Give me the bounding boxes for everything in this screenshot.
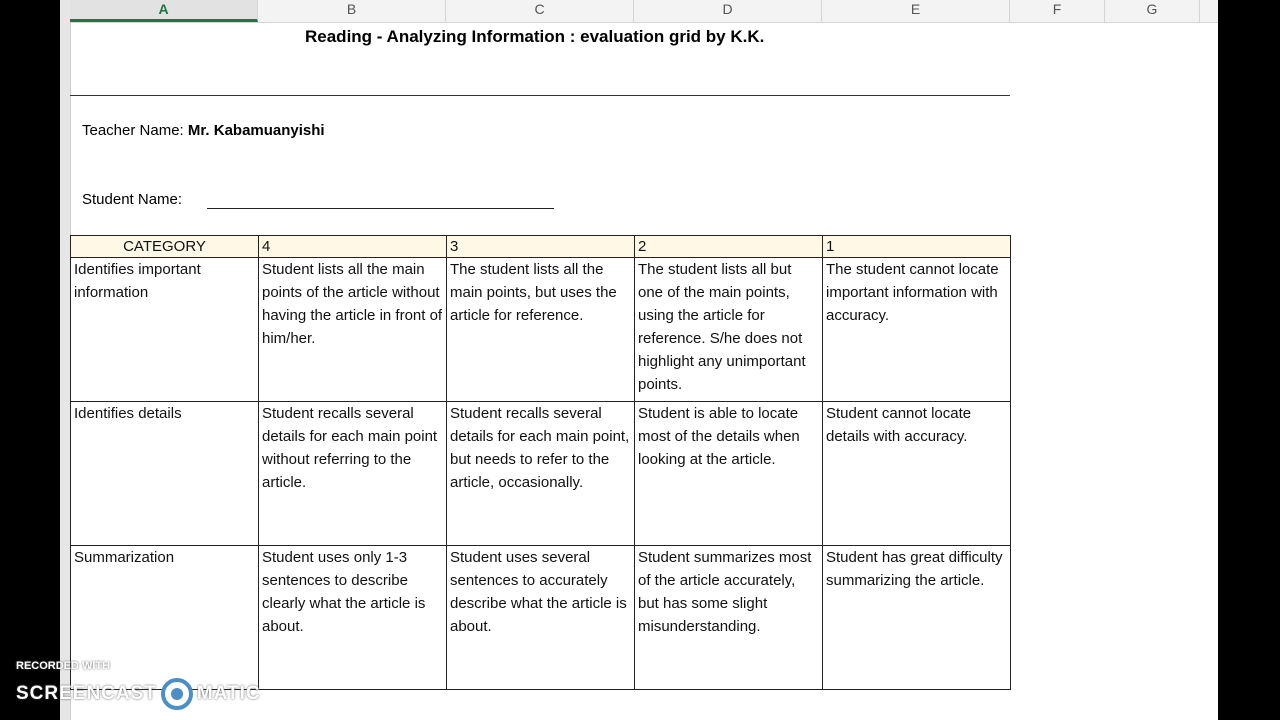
column-headers xyxy=(70,0,1218,23)
header-cell[interactable]: CATEGORY xyxy=(71,236,259,258)
table-cell[interactable]: The student lists all but one of the main points, using the article for reference. S/he does not highlight any unimportant points. xyxy=(635,258,823,402)
table-cell[interactable]: Student cannot locate details with accuracy. xyxy=(823,402,1011,546)
column-header-a[interactable]: A xyxy=(70,0,258,22)
column-header-d[interactable]: D xyxy=(634,0,822,22)
column-header-g[interactable]: G xyxy=(1105,0,1200,22)
category-cell[interactable]: Identifies important information xyxy=(71,258,259,402)
watermark-caption: RECORDED WITH xyxy=(16,660,111,672)
divider xyxy=(70,95,1010,96)
column-header-e[interactable]: E xyxy=(822,0,1010,22)
table-cell[interactable]: Student is able to locate most of the details when looking at the article. xyxy=(635,402,823,546)
table-cell[interactable]: Student recalls several details for each main point without referring to the article. xyxy=(259,402,447,546)
student-name-line xyxy=(207,208,554,209)
target-logo-icon xyxy=(161,678,193,710)
sheet-title[interactable]: Reading - Analyzing Information : evaluation grid by K.K. xyxy=(305,27,765,46)
watermark-left: SCREENCAST xyxy=(16,683,157,704)
header-cell[interactable]: 3 xyxy=(447,236,635,258)
table-cell[interactable]: Student recalls several details for each main point, but needs to refer to the article, occasionally. xyxy=(447,402,635,546)
table-cell[interactable]: The student cannot locate important information with accuracy. xyxy=(823,258,1011,402)
column-header-f[interactable]: F xyxy=(1010,0,1105,22)
table-cell[interactable]: Student uses only 1-3 sentences to describe clearly what the article is about. xyxy=(259,546,447,690)
column-header-b[interactable]: B xyxy=(258,0,446,22)
header-cell[interactable]: 4 xyxy=(259,236,447,258)
watermark-right: MATIC xyxy=(196,683,261,704)
rubric-table xyxy=(70,235,1011,690)
header-cell[interactable]: 1 xyxy=(823,236,1011,258)
table-cell[interactable]: Student lists all the main points of the article without having the article in front of him/her. xyxy=(259,258,447,402)
spreadsheet xyxy=(60,0,1218,720)
category-cell[interactable]: Summarization xyxy=(71,546,259,690)
table-row xyxy=(71,258,1011,402)
table-cell[interactable]: The student lists all the main points, but uses the article for reference. xyxy=(447,258,635,402)
column-header-c[interactable]: C xyxy=(446,0,634,22)
teacher-name-cell[interactable] xyxy=(82,122,325,139)
table-cell[interactable]: Student summarizes most of the article accurately, but has some slight misunderstanding. xyxy=(635,546,823,690)
category-cell[interactable]: Identifies details xyxy=(71,402,259,546)
screencast-watermark xyxy=(16,660,261,710)
teacher-label: Teacher Name: xyxy=(82,122,184,139)
header-cell[interactable]: 2 xyxy=(635,236,823,258)
student-label[interactable]: Student Name: xyxy=(82,191,183,208)
table-cell[interactable]: Student uses several sentences to accurately describe what the article is about. xyxy=(447,546,635,690)
teacher-name: Mr. Kabamuanyishi xyxy=(187,122,325,139)
table-cell[interactable]: Student has great difficulty summarizing the article. xyxy=(823,546,1011,690)
table-row xyxy=(71,402,1011,546)
table-header-row xyxy=(71,236,1011,258)
